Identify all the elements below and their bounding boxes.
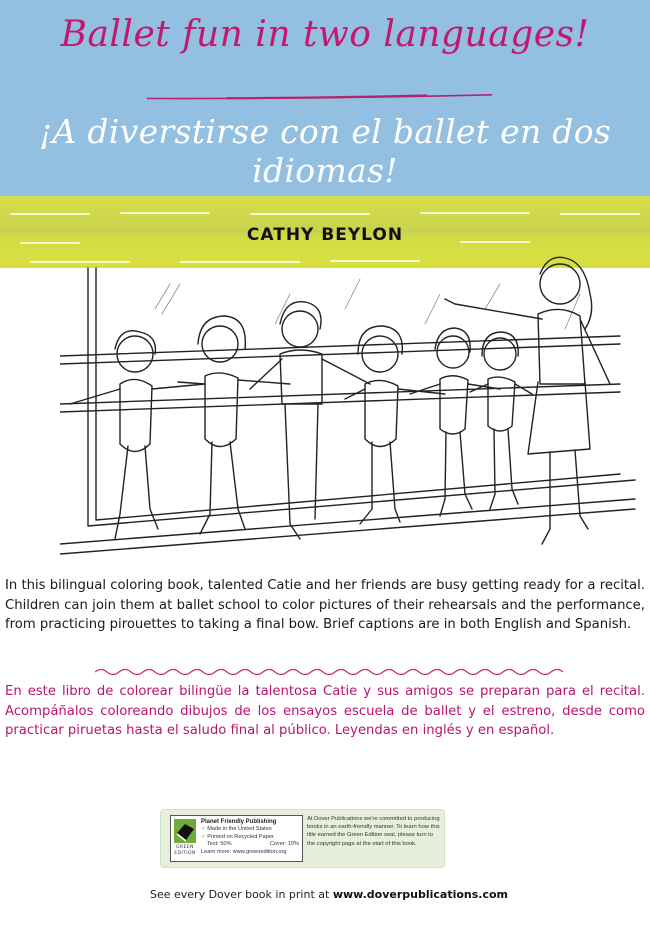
footer-prefix: See every Dover book in print at: [150, 888, 333, 901]
dancer-1: [70, 331, 205, 539]
seal-learn-more: Learn more: www.greenedition.org: [201, 848, 287, 855]
check-icon: ✓: [201, 833, 206, 840]
green-edition-blurb: At Dover Publications we're committed to producing books in an earth-friendly manner. To learn how this title earned the Green Edition seal, please turn to the copyright page at the start of this book.: [307, 816, 440, 847]
green-edition-book-icon: [174, 819, 196, 843]
seal-label-green: GREEN: [176, 845, 194, 850]
ballet-class-illustration: [60, 254, 640, 559]
mirror-reflection-strokes: [155, 279, 580, 329]
description-spanish: En este libro de colorear bilingüe la talentosa Catie y sus amigos se preparan para el recital. Acompáñalos coloreando dibujos de los ensayos escuela de ballet y el estreno, desde como practicar piruetas hasta el saludo final al público. Leyendas en inglés y en español.: [5, 684, 645, 738]
mirror-frame: [88, 268, 635, 526]
seal-item-recycled: [201, 834, 301, 841]
seal-item-label: Made in the United States: [207, 826, 272, 833]
green-edition-seal: [170, 815, 303, 862]
green-edition-label: [172, 845, 198, 856]
wave-divider: [95, 667, 567, 677]
band-highlight: [560, 213, 640, 215]
author-name: CATHY BEYLON: [246, 225, 404, 245]
footer-url: www.doverpublications.com: [332, 888, 509, 901]
title-divider: [147, 94, 492, 100]
floor-lines: [60, 499, 635, 554]
seal-cover-pct: Cover: 10%: [269, 841, 299, 848]
seal-text-pct: Text: 50%: [207, 841, 232, 848]
band-highlight: [250, 213, 370, 215]
check-icon: ✓: [201, 826, 206, 833]
seal-percentages: [201, 841, 301, 848]
seal-label-edition: EDITION: [174, 850, 196, 856]
green-edition-box: [160, 809, 445, 868]
title-spanish: ¡A diverstirse con el ballet en dos idiomas!: [38, 112, 612, 190]
seal-title: Planet Friendly Publishing: [201, 819, 277, 825]
teacher: [445, 257, 610, 544]
seal-item-label: Printed on Recycled Paper: [207, 833, 274, 840]
band-highlight: [420, 212, 530, 214]
description-english: In this bilingual coloring book, talented Catie and her friends are busy getting ready for a recital. Children can join them at ballet school to color pictures of their rehearsals and the performance, from practicing pirouettes to taking a final bow. Brief captions are in both English and Spanish.: [5, 578, 645, 632]
seal-text: [201, 819, 301, 856]
seal-item-made-in-us: [201, 826, 301, 833]
title-english: Ballet fun in two languages!: [60, 14, 590, 55]
footer-line: [150, 888, 530, 901]
band-highlight: [10, 213, 90, 215]
band-highlight: [120, 212, 210, 214]
